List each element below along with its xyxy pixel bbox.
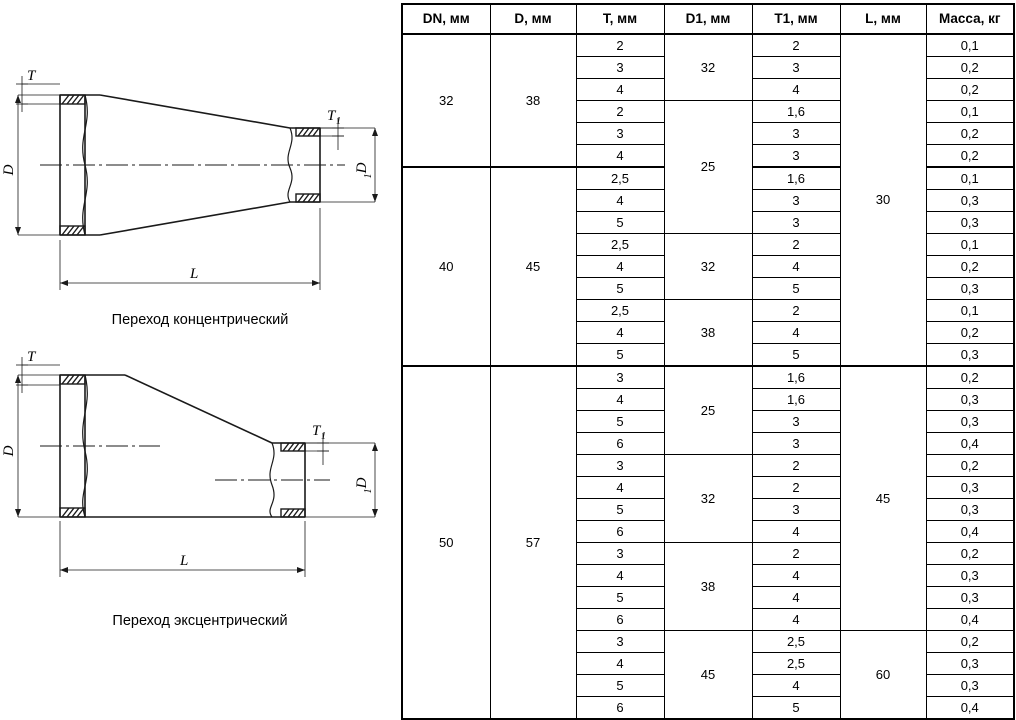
cell-t1: 3 [752,411,840,433]
cell-mass: 0,1 [926,234,1014,256]
column-header-dn: DN, мм [402,4,490,34]
cell-t1: 1,6 [752,366,840,389]
cell-l: 60 [840,631,926,720]
cell-mass: 0,1 [926,300,1014,322]
cell-l: 30 [840,34,926,366]
cell-mass: 0,4 [926,521,1014,543]
cell-d: 38 [490,34,576,167]
cell-mass: 0,2 [926,543,1014,565]
eccentric-drawing [0,345,400,645]
cell-t1: 4 [752,79,840,101]
cell-l: 45 [840,366,926,631]
label-D1: D [354,477,370,489]
cell-mass: 0,3 [926,389,1014,411]
cell-t: 2,5 [576,300,664,322]
cell-t: 5 [576,499,664,521]
cell-d1: 32 [664,34,752,101]
label-T1-subscript: 1 [321,431,326,442]
cell-dn: 32 [402,34,490,167]
cell-t1: 3 [752,145,840,168]
label-L: L [180,553,189,569]
cell-mass: 0,3 [926,477,1014,499]
cell-t: 3 [576,123,664,145]
spec-table-wrap [401,3,1013,715]
cell-t: 4 [576,653,664,675]
cell-t: 6 [576,697,664,720]
cell-t1: 3 [752,190,840,212]
cell-mass: 0,3 [926,675,1014,697]
cell-t: 4 [576,79,664,101]
cell-t1: 1,6 [752,389,840,411]
cell-mass: 0,3 [926,499,1014,521]
cell-t: 4 [576,256,664,278]
cell-mass: 0,3 [926,344,1014,367]
cell-t: 5 [576,278,664,300]
cell-mass: 0,3 [926,587,1014,609]
cell-mass: 0,3 [926,190,1014,212]
cell-t: 5 [576,344,664,367]
figures-panel [0,0,400,703]
cell-t: 5 [576,675,664,697]
cell-mass: 0,2 [926,455,1014,477]
label-T: T [27,68,36,84]
cell-t: 2,5 [576,167,664,190]
cell-t: 6 [576,609,664,631]
column-header-d1: D1, мм [664,4,752,34]
figure-eccentric [0,345,400,645]
cell-t1: 2,5 [752,631,840,653]
cell-d1: 38 [664,543,752,631]
label-L: L [190,266,199,282]
cell-d1: 25 [664,366,752,455]
cell-t: 5 [576,212,664,234]
table-body [402,34,1014,719]
cell-t: 4 [576,322,664,344]
label-T1: T [327,108,336,124]
cell-mass: 0,4 [926,609,1014,631]
cell-mass: 0,4 [926,433,1014,455]
cell-t: 2 [576,101,664,123]
label-T1-subscript: 1 [336,116,341,127]
cell-d1: 25 [664,101,752,234]
cell-mass: 0,2 [926,145,1014,168]
column-header-d: D, мм [490,4,576,34]
cell-mass: 0,3 [926,411,1014,433]
concentric-drawing [0,40,400,340]
cell-d1: 32 [664,234,752,300]
cell-mass: 0,2 [926,366,1014,389]
cell-t: 5 [576,587,664,609]
cell-t: 3 [576,631,664,653]
cell-t1: 2 [752,477,840,499]
cell-t1: 4 [752,521,840,543]
cell-mass: 0,1 [926,34,1014,57]
spec-table [401,3,1015,720]
cell-d1: 45 [664,631,752,720]
cell-t: 2,5 [576,234,664,256]
cell-t: 2 [576,34,664,57]
figure-concentric-caption: Переход концентрический [111,312,289,328]
label-T: T [27,349,36,365]
cell-t: 4 [576,565,664,587]
cell-mass: 0,3 [926,565,1014,587]
figure-eccentric-caption: Переход эксцентрический [112,613,288,629]
cell-t1: 5 [752,697,840,720]
label-T1: T [312,423,321,439]
cell-t: 3 [576,57,664,79]
label-D1-subscript: 1 [363,488,374,494]
cell-t1: 3 [752,433,840,455]
cell-mass: 0,2 [926,322,1014,344]
cell-t: 4 [576,389,664,411]
cell-t1: 4 [752,587,840,609]
cell-t1: 3 [752,499,840,521]
label-D1-subscript: 1 [363,173,374,179]
cell-mass: 0,2 [926,123,1014,145]
cell-d1: 32 [664,455,752,543]
cell-t: 3 [576,543,664,565]
cell-dn: 50 [402,366,490,719]
cell-d1: 38 [664,300,752,367]
cell-mass: 0,2 [926,631,1014,653]
cell-t: 3 [576,455,664,477]
cell-mass: 0,2 [926,57,1014,79]
cell-t: 4 [576,145,664,168]
cell-t1: 1,6 [752,167,840,190]
cell-t1: 2 [752,34,840,57]
cell-mass: 0,1 [926,101,1014,123]
figure-concentric [0,40,400,340]
cell-t1: 4 [752,565,840,587]
cell-t1: 4 [752,322,840,344]
cell-mass: 0,4 [926,697,1014,720]
cell-t: 3 [576,366,664,389]
cell-t1: 1,6 [752,101,840,123]
cell-mass: 0,3 [926,212,1014,234]
cell-d: 45 [490,167,576,366]
cell-mass: 0,3 [926,653,1014,675]
cell-t1: 5 [752,278,840,300]
column-header-mass: Масса, кг [926,4,1014,34]
cell-mass: 0,1 [926,167,1014,190]
cell-t: 6 [576,433,664,455]
cell-d: 57 [490,366,576,719]
cell-t1: 3 [752,212,840,234]
cell-mass: 0,3 [926,278,1014,300]
cell-mass: 0,2 [926,256,1014,278]
cell-t1: 2,5 [752,653,840,675]
cell-t: 5 [576,411,664,433]
cell-t1: 4 [752,609,840,631]
label-D: D [1,445,17,457]
table-header-row [402,4,1014,34]
column-header-l: L, мм [840,4,926,34]
cell-t1: 2 [752,300,840,322]
cell-t1: 3 [752,57,840,79]
cell-t: 6 [576,521,664,543]
label-D: D [1,164,17,176]
table-row [402,366,1014,389]
cell-t: 4 [576,190,664,212]
cell-dn: 40 [402,167,490,366]
column-header-t1: T1, мм [752,4,840,34]
cell-t1: 2 [752,543,840,565]
cell-t: 4 [576,477,664,499]
cell-t1: 4 [752,675,840,697]
cell-t1: 5 [752,344,840,367]
cell-t1: 4 [752,256,840,278]
cell-t1: 3 [752,123,840,145]
column-header-t: T, мм [576,4,664,34]
label-D1: D [354,162,370,174]
table-row [402,34,1014,57]
cell-t1: 2 [752,234,840,256]
cell-mass: 0,2 [926,79,1014,101]
cell-t1: 2 [752,455,840,477]
